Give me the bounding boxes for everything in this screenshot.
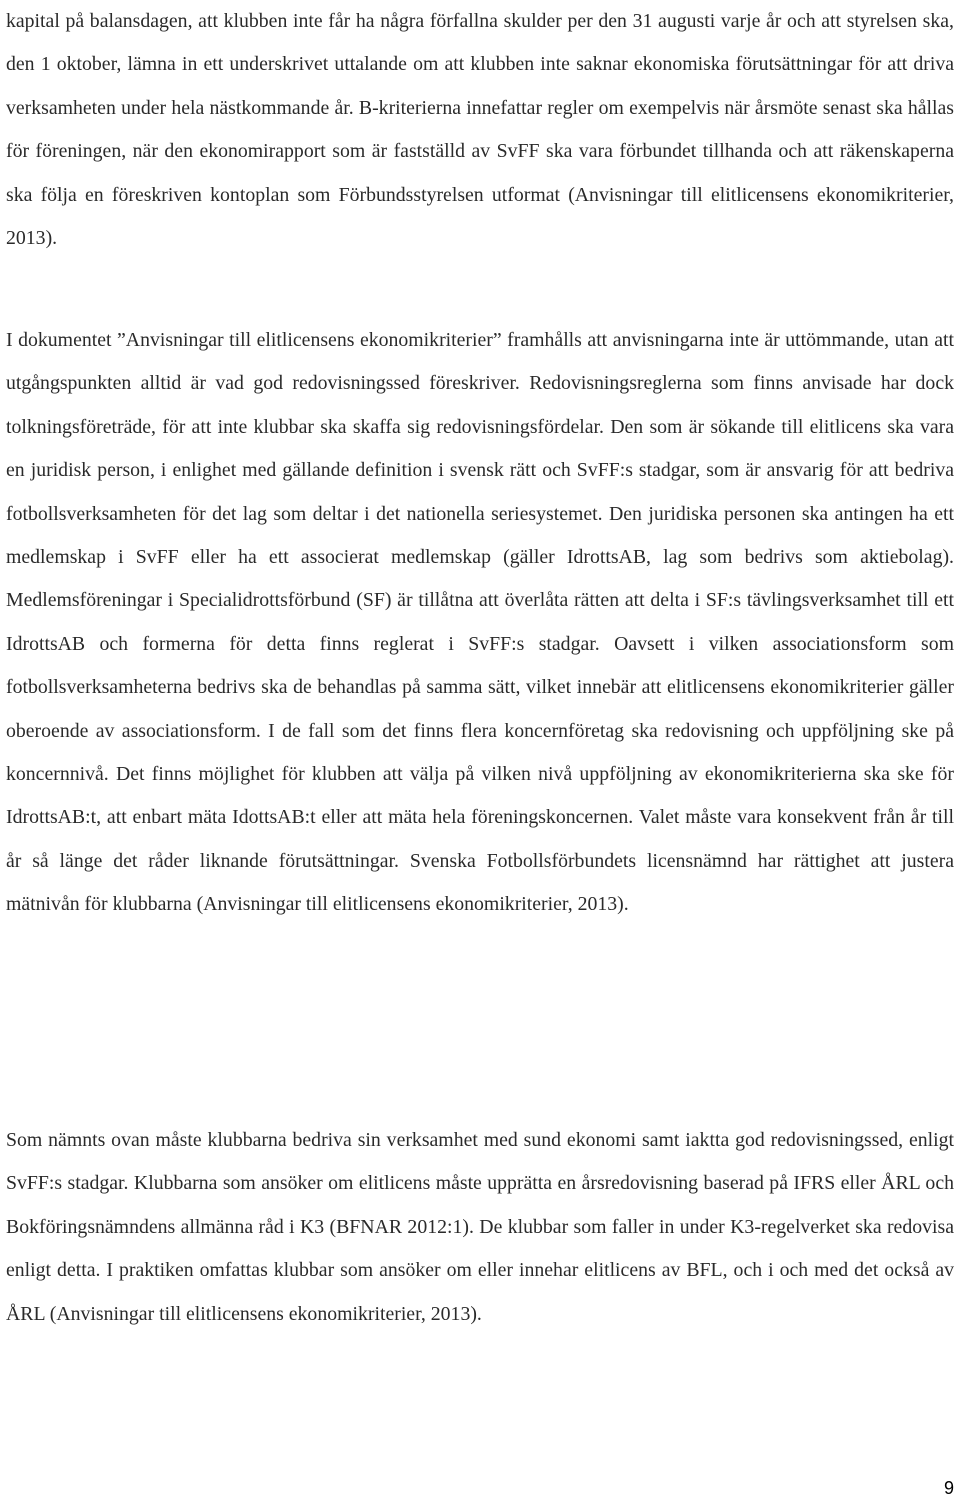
paragraph-redovisningssed — [6, 1119, 954, 1336]
paragraph-elitlicens-kriterier — [6, 0, 954, 260]
paragraph-text: I dokumentet ”Anvisningar till elitlicensens ekonomikriterier” framhålls att anvisningarna inte är uttömmande, utan att utgångspunkten alltid är vad god redovisningssed föreskriver. Redovisningsreglerna som finns anvisade har dock tolkningsföreträde, för att inte klubbar ska skaffa sig redovisningsfördelar. Den som är sökande till elitlicens ska vara en juridisk person, i enlighet med gällande definition i svensk rätt och SvFF:s stadgar, som är ansvarig för att bedriva fotbollsverksamheten för det lag som deltar i det nationella seriesystemet. Den juridiska personen ska antingen ha ett medlemskap i SvFF eller ha ett associerat medlemskap (gäller IdrottsAB, lag som bedrivs som aktiebolag). Medlemsföreningar i Specialidrottsförbund (SF) är tillåtna att överlåta rätten att delta i SF:s tävlingsverksamhet till ett IdrottsAB och formerna för detta finns reglerat i SvFF:s stadgar. Oavsett i vilken associationsform som fotbollsverksamheterna bedrivs ska de behandlas på samma sätt, vilket innebär att elitlicensens ekonomikriterier gäller oberoende av associationsform. I de fall som det finns flera koncernföretag ska redovisning och uppföljning ske på koncernnivå. Det finns möjlighet för klubben att välja på vilken nivå uppföljning av ekonomikriterierna ska ske för IdrottsAB:t, att enbart mäta IdottsAB:t eller att mäta hela föreningskoncernen. Valet måste vara konsekvent från år till år så länge det råder liknande förutsättningar. Svenska Fotbollsförbundets licensnämnd har rättighet att justera mätnivån för klubbarna (Anvisningar till elitlicensens ekonomikriterier, 2013). — [6, 329, 954, 916]
paragraph-anvisningar — [6, 319, 954, 927]
paragraph-text: kapital på balansdagen, att klubben inte får ha några förfallna skulder per den 31 augusti varje år och att styrelsen ska, den 1 oktober, lämna in ett underskrivet uttalande om att klubben inte saknar ekonomiska förutsättningar för att driva verksamheten under hela nästkommande år. B-kriterierna innefattar regler om exempelvis när årsmöte senast ska hållas för föreningen, när den ekonomirapport som är fastställd av SvFF ska vara förbundet tillhanda och att räkenskaperna ska följa en föreskriven kontoplan som Förbundsstyrelsen utformat (Anvisningar till elitlicensens ekonomikriterier, 2013). — [6, 10, 954, 250]
page-number: 9 — [943, 1478, 954, 1498]
paragraph-text: Som nämnts ovan måste klubbarna bedriva sin verksamhet med sund ekonomi samt iaktta god redovisningssed, enligt SvFF:s stadgar. Klubbarna som ansöker om elitlicens måste upprätta en årsredovisning baserad på IFRS eller ÅRL och Bokföringsnämndens allmänna råd i K3 (BFNAR 2012:1). De klubbar som faller in under K3-regelverket ska redovisa enligt detta. I praktiken omfattas klubbar som ansöker om eller innehar elitlicens av BFL, och i och med det också av ÅRL (Anvisningar till elitlicensens ekonomikriterier, 2013). — [6, 1129, 954, 1325]
